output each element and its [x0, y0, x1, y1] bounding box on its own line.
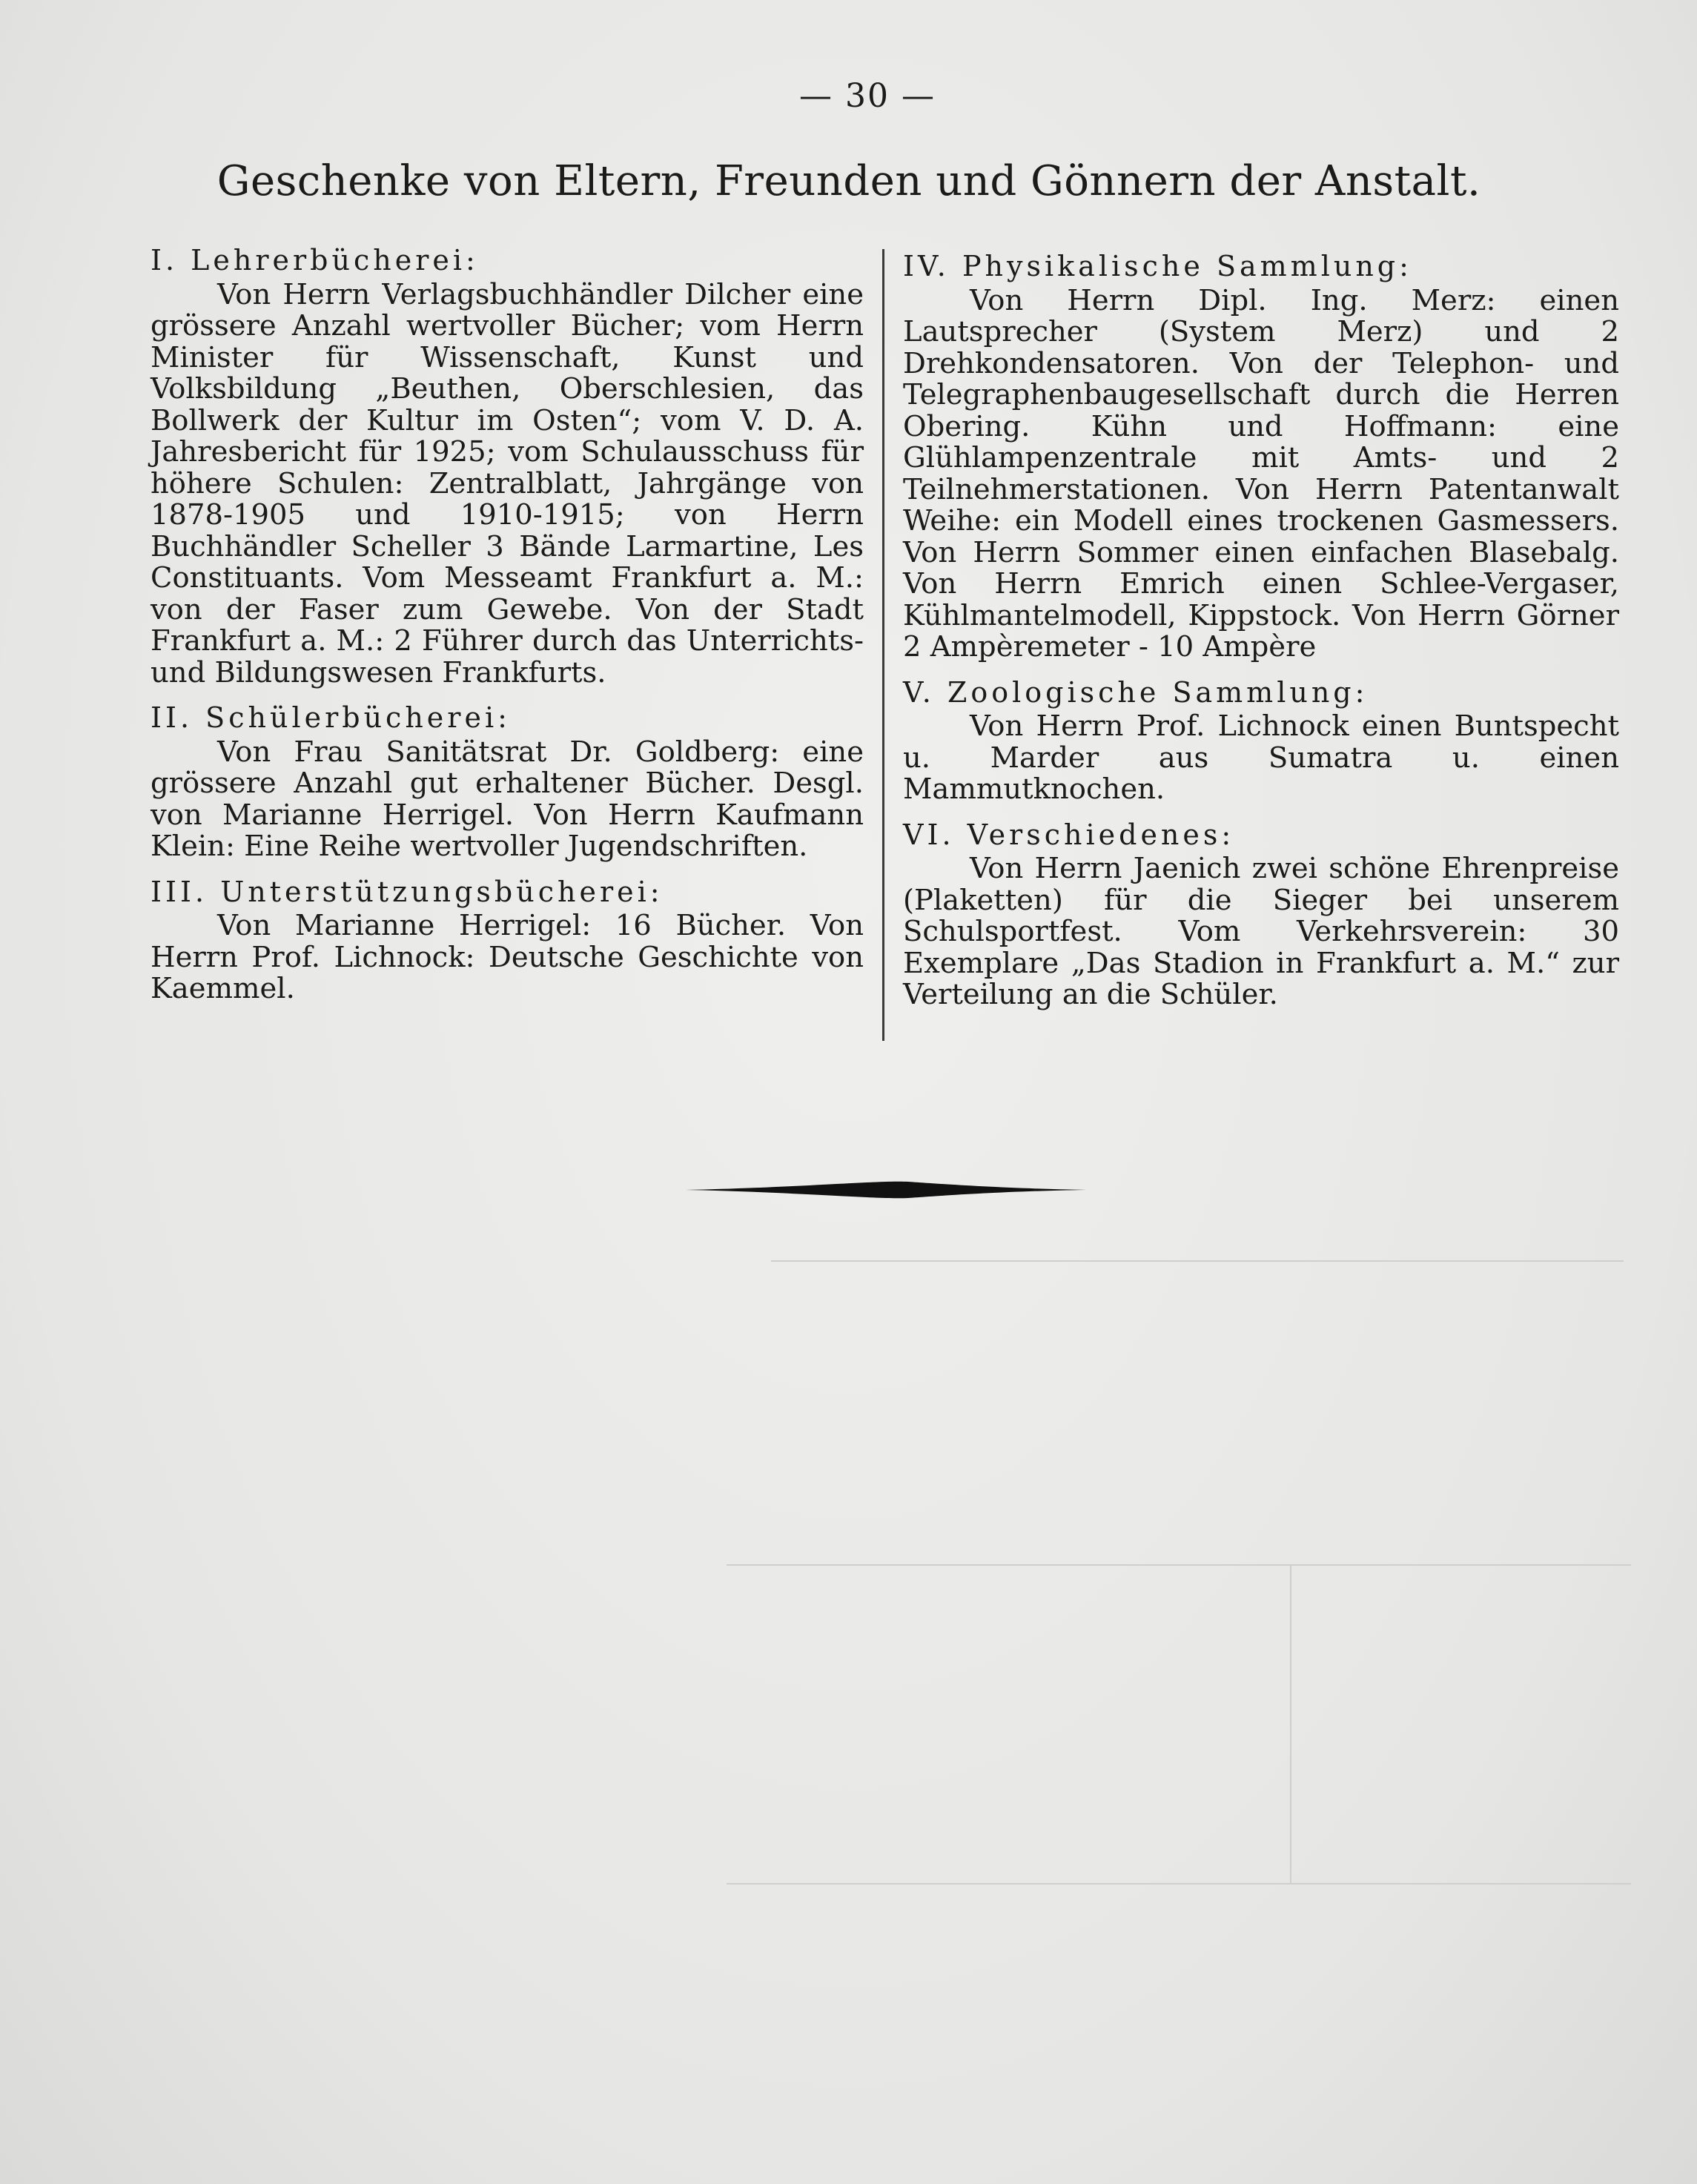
section-heading: III. Unterstützungsbücherei:	[150, 875, 664, 908]
bleed-through-rule	[727, 1564, 1631, 1566]
section-schuelerbuecherei	[150, 702, 864, 863]
section-heading: II. Schülerbücherei:	[150, 701, 511, 734]
section-body: Von Herrn Dipl. Ing. Merz: einen Lautsprecher (System Merz) und 2 Drehkondensatoren. Von der Telephon- und Telegraphenbaugesellschaft durch die Herren Obering. Kühn und Hoffmann: eine Glühlampenzentrale mit Amts- und 2 Teilnehmerstationen. Von Herrn Patentanwalt Weihe: ein Modell eines trockenen Gasmessers. Von Herrn Sommer einen einfachen Blasebalg. Von Herrn Emrich einen Schlee-Vergaser, Kühlmantelmodell, Kippstock. Von Herrn Görner 2 Ampèremeter - 10 Ampère	[903, 283, 1619, 664]
section-lehrerbuecherei	[150, 245, 864, 689]
bleed-through-rule	[771, 1260, 1624, 1262]
page-number: — 30 —	[799, 77, 936, 115]
section-body: Von Herrn Jaenich zwei schöne Ehrenpreise (Plaketten) für die Sieger bei unserem Schulsportfest. Vom Verkehrsverein: 30 Exemplare „Das Stadion in Frankfurt a. M.“ zur Verteilung an die Schüler.	[903, 852, 1619, 1011]
left-column	[150, 245, 864, 1019]
section-heading: V. Zoologische Sammlung:	[903, 675, 1369, 709]
section-body: Von Frau Sanitätsrat Dr. Goldberg: eine grössere Anzahl gut erhaltener Bücher. Desgl. von Marianne Herrigel. Von Herrn Kaufmann Klein: Eine Reihe wertvoller Jugendschriften.	[150, 735, 864, 863]
section-body: Von Herrn Prof. Lichnock einen Buntspecht u. Marder aus Sumatra u. einen Mammutknochen.	[903, 709, 1619, 806]
section-heading: IV. Physikalische Sammlung:	[903, 250, 1412, 282]
page-title: Geschenke von Eltern, Freunden und Gönnern der Anstalt.	[216, 157, 1481, 205]
column-divider	[882, 249, 884, 1041]
section-unterstuetzungsbuecherei	[150, 876, 864, 1005]
bleed-through-rule	[727, 1883, 1631, 1884]
section-body: Von Herrn Verlagsbuchhändler Dilcher eine grössere Anzahl wertvoller Bücher; vom Herrn Minister für Wissenschaft, Kunst und Volksbildung „Beuthen, Oberschlesien, das Bollwerk der Kultur im Osten“; vom V. D. A. Jahresbericht für 1925; vom Schulausschuss für höhere Schulen: Zentralblatt, Jahrgänge von 1878-1905 und 1910-1915; von Herrn Buchhändler Scheller 3 Bände Larmartine, Les Constituants. Vom Messeamt Frankfurt a. M.: von der Faser zum Gewebe. Von der Stadt Frankfurt a. M.: 2 Führer durch das Unterrichts- und Bildungswesen Frankfurts.	[150, 277, 864, 689]
right-column	[903, 251, 1619, 1025]
section-physikalische-sammlung	[903, 251, 1619, 664]
section-zoologische-sammlung	[903, 677, 1619, 806]
bleed-through-rule	[1290, 1564, 1291, 1883]
ornament-divider-icon	[686, 1177, 1086, 1202]
section-heading: I. Lehrerbücherei:	[150, 244, 479, 277]
section-body: Von Marianne Herrigel: 16 Bücher. Von Herrn Prof. Lichnock: Deutsche Geschichte von Kaemmel.	[150, 909, 864, 1005]
section-heading: VI. Verschiedenes:	[903, 818, 1235, 851]
section-verschiedenes	[903, 819, 1619, 1011]
